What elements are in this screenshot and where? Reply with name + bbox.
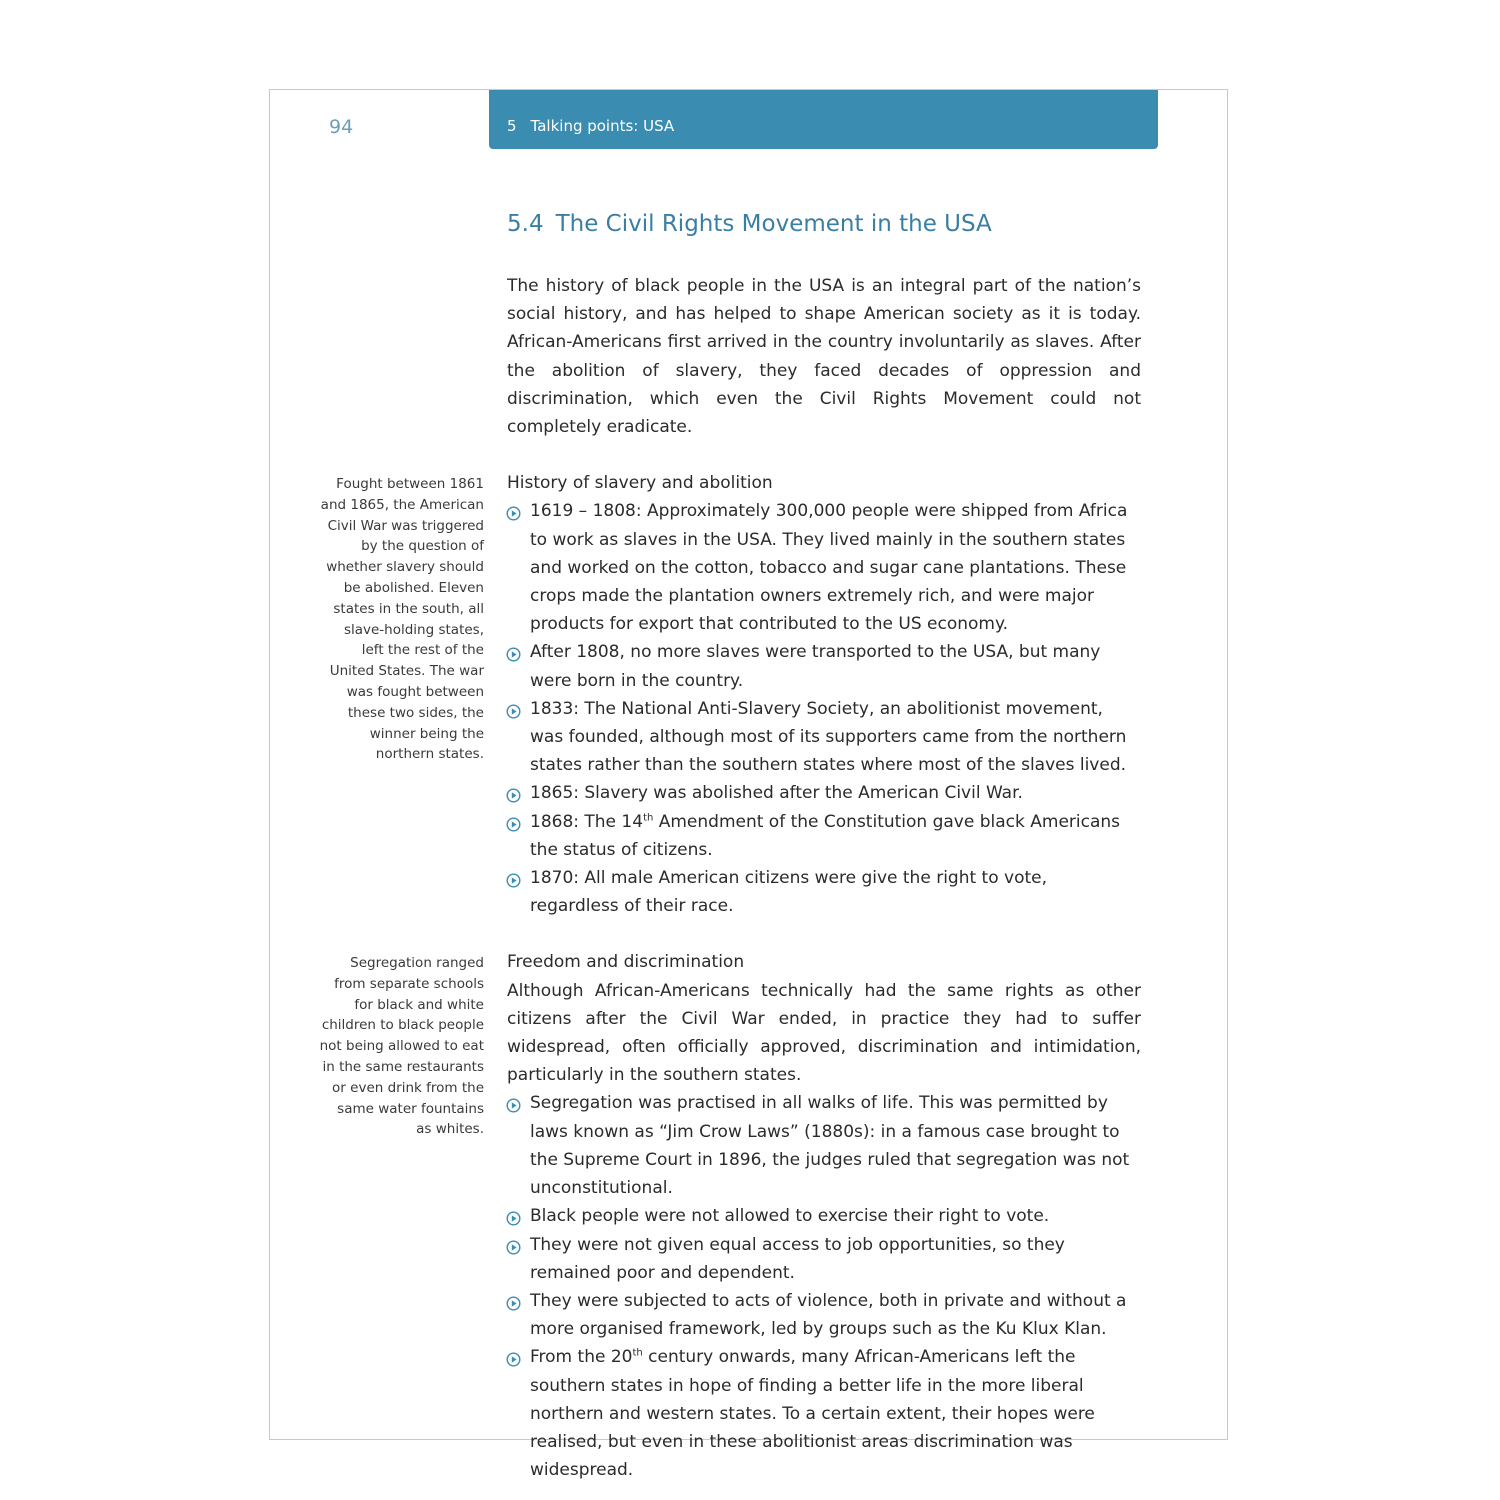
list-item <box>507 695 1141 780</box>
chapter-header <box>507 117 674 135</box>
circle-play-icon <box>506 1348 521 1363</box>
list-item <box>507 1287 1141 1343</box>
section-number: 5.4 <box>507 211 544 237</box>
list-item <box>507 808 1141 864</box>
slavery-list <box>507 497 1141 920</box>
list-item-text-end: Amendment of the Constitution gave black Americans the status of citizens. <box>530 811 1121 860</box>
section-title-text: The Civil Rights Movement in the USA <box>555 211 992 237</box>
superscript: th <box>632 1347 643 1359</box>
circle-play-icon <box>506 700 521 715</box>
main-content <box>507 272 1141 1484</box>
list-item-text: 1833: The National Anti-Slavery Society, an abolitionist movement, was founded, although most of its supporters came from the northern states rather than the southern states where most of the slaves lived. <box>530 698 1127 776</box>
circle-play-icon <box>506 1094 521 1109</box>
list-item <box>507 864 1141 920</box>
list-item-text-start: 1868: The 14 <box>530 811 644 832</box>
list-item <box>507 497 1141 638</box>
list-item <box>507 638 1141 694</box>
list-item <box>507 1343 1141 1484</box>
freedom-paragraph: Although African-Americans technically had the same rights as other citizens after the Civil War ended, in practice they had to suffer widespread, often officially approved, discrimination and intimidation, particularly in the southern states. <box>507 980 1141 1086</box>
intro-paragraph: The history of black people in the USA is an integral part of the nation’s social history, and has helped to shape American society as it is today. African-Americans first arrived in the country involuntarily as slaves. After the abolition of slavery, they faced decades of oppression and discrimination, which even the Civil Rights Movement could not completely eradicate. <box>507 276 1141 438</box>
list-item <box>507 1231 1141 1287</box>
list-item <box>507 1202 1141 1230</box>
circle-play-icon <box>506 784 521 799</box>
page-number: 94 <box>329 116 354 138</box>
list-item-text: After 1808, no more slaves were transported to the USA, but many were born in the country. <box>530 642 1101 691</box>
list-item-text: They were subjected to acts of violence, both in private and without a more organised framework, led by groups such as the Ku Klux Klan. <box>530 1290 1127 1340</box>
list-item <box>507 1089 1141 1202</box>
chapter-header-bar <box>489 90 1158 149</box>
list-item-text: Black people were not allowed to exercise their right to vote. <box>530 1206 1050 1227</box>
section-title <box>507 211 992 237</box>
superscript: th <box>643 812 654 823</box>
chapter-number: 5 <box>507 117 517 135</box>
circle-play-icon <box>506 643 521 658</box>
list-item-text-start: From the 20 <box>530 1347 633 1368</box>
freedom-list <box>507 1089 1141 1484</box>
circle-play-icon <box>506 1236 521 1251</box>
sidenote-segregation: Segregation ranged from separate schools for black and white children to black people not being allowed to eat in the same restaurants or even drink from the same water fountains as whites. <box>319 955 484 1138</box>
sidenote-civil-war: Fought between 1861 and 1865, the American Civil War was triggered by the question of whether slavery should be abolished. Eleven states in the south, all slave-holding states, left the rest of the United States. The war was fought between these two sides, the winner being the northern states. <box>320 476 484 763</box>
list-item-text: They were not given equal access to job opportunities, so they remained poor and dependent. <box>530 1234 1065 1283</box>
list-item-text: 1619 – 1808: Approximately 300,000 people were shipped from Africa to work as slaves in the USA. They lived mainly in the southern states and worked on the cotton, tobacco and sugar cane plantations. These crops made the plantation owners extremely rich, and were major products for export that contributed to the US economy. <box>530 501 1128 635</box>
circle-play-icon <box>506 1292 521 1307</box>
chapter-title: Talking points: USA <box>530 117 675 135</box>
list-item <box>507 779 1141 807</box>
circle-play-icon <box>506 813 521 828</box>
list-item-text: 1870: All male American citizens were give the right to vote, regardless of their race. <box>530 868 1048 917</box>
slavery-heading: History of slavery and abolition <box>507 473 773 494</box>
circle-play-icon <box>506 1207 521 1222</box>
circle-play-icon <box>506 869 521 884</box>
circle-play-icon <box>506 502 521 517</box>
freedom-heading: Freedom and discrimination <box>507 952 745 973</box>
list-item-text: 1865: Slavery was abolished after the American Civil War. <box>530 783 1023 804</box>
list-item-text: Segregation was practised in all walks of life. This was permitted by laws known as “Jim Crow Laws” (1880s): in a famous case brought to the Supreme Court in 1896, the judges ruled that segregation was not unconstitutional. <box>530 1093 1130 1199</box>
list-item-text-end: century onwards, many African-Americans left the southern states in hope of finding a better life in the more liberal northern and western states. To a certain extent, their hopes were realised, but even in these abolitionist areas discrimination was widespread. <box>530 1347 1095 1481</box>
